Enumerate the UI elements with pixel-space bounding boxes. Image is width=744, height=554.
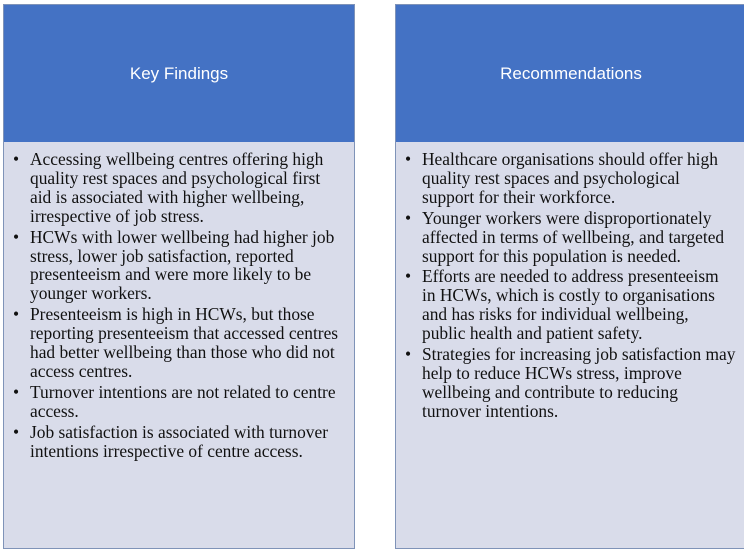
- key-finding-item: • HCWs with lower wellbeing had higher job stress, lower job satisfaction, reported presenteeism and were more likely to be younger workers.: [30, 228, 344, 304]
- recommendations-body: [396, 142, 744, 548]
- recommendation-item: • Healthcare organisations should offer high quality rest spaces and psychological support for their workforce.: [422, 150, 736, 207]
- recommendation-item: • Strategies for increasing job satisfaction may help to reduce HCWs stress, improve wellbeing and contribute to reducing turnover intentions.: [422, 345, 736, 421]
- recommendations-list: [396, 142, 744, 421]
- key-finding-item: • Accessing wellbeing centres offering high quality rest spaces and psychological first aid is associated with higher wellbeing, irrespective of job stress.: [30, 150, 344, 226]
- key-finding-item: • Turnover intentions are not related to centre access.: [30, 383, 344, 421]
- recommendations-header: [396, 5, 744, 143]
- key-findings-panel: [3, 4, 355, 549]
- key-findings-header: [4, 5, 354, 143]
- key-finding-item: • Job satisfaction is associated with turnover intentions irrespective of centre access.: [30, 423, 344, 461]
- key-findings-list: [4, 142, 354, 461]
- recommendation-item: • Efforts are needed to address presenteeism in HCWs, which is costly to organisations and has risks for individual wellbeing, public health and patient safety.: [422, 267, 736, 343]
- key-finding-item: • Presenteeism is high in HCWs, but those reporting presenteeism that accessed centres had better wellbeing than those who did not access centres.: [30, 305, 344, 381]
- key-findings-title: Key Findings: [129, 63, 229, 83]
- key-findings-body: [4, 142, 354, 548]
- recommendation-item: • Younger workers were disproportionately affected in terms of wellbeing, and targeted support for this population is needed.: [422, 209, 736, 266]
- recommendations-title: Recommendations: [500, 63, 642, 83]
- recommendations-panel: [395, 4, 744, 549]
